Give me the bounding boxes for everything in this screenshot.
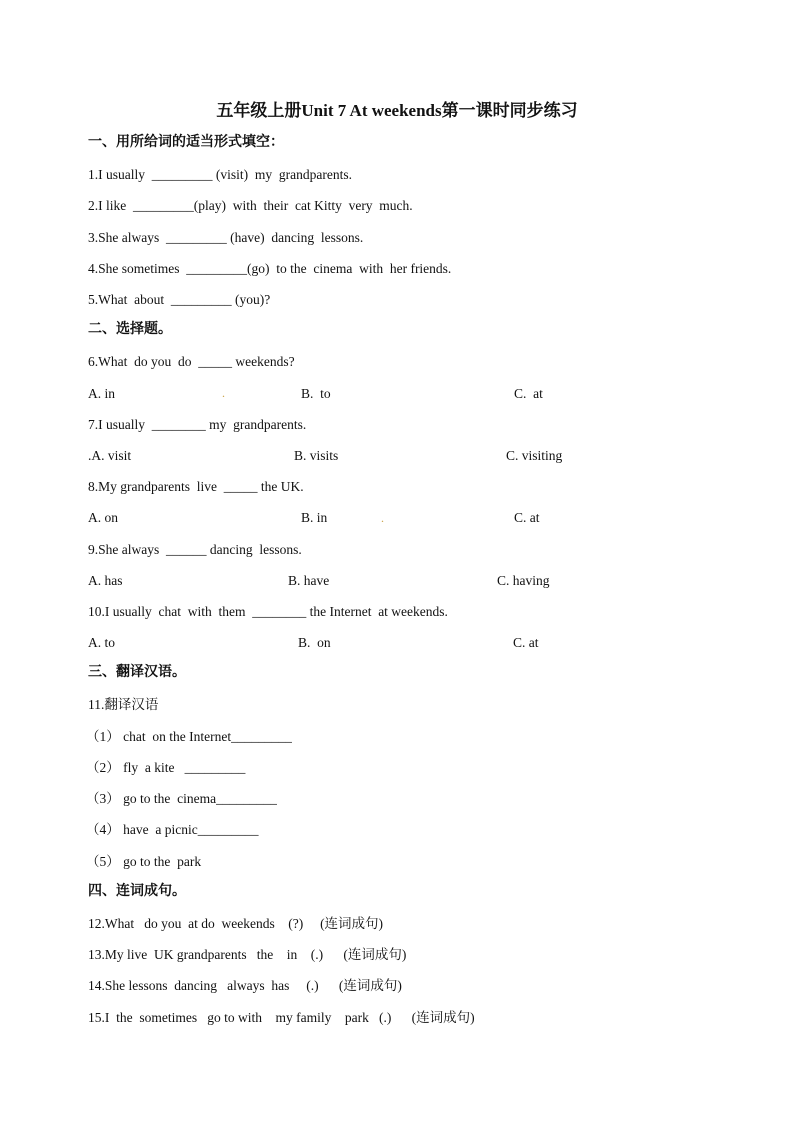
question-11: 11.翻译汉语 [88, 697, 159, 712]
section-heading-fill-in: 一、用所给词的适当形式填空： [88, 135, 284, 150]
question-1: 1.I usually _________ (visit) my grandparents. [88, 167, 352, 182]
stray-dot: . [381, 511, 384, 525]
question-4: 4.She sometimes _________(go) to the cinema with her friends. [88, 261, 452, 276]
question-2: 2.I like _________(play) with their cat Kitty very much. [88, 198, 413, 213]
question-10: 10.I usually chat with them ________ the Internet at weekends. [88, 604, 448, 619]
question-10-option-b: B. on [298, 635, 331, 650]
question-7-option-a: .A. visit [88, 448, 132, 463]
question-8-option-a: A. on [88, 510, 118, 525]
question-9: 9.She always ______ dancing lessons. [88, 542, 302, 557]
question-9-option-a: A. has [88, 573, 123, 588]
stray-dot: . [222, 386, 225, 400]
translate-item-3: （3） go to the cinema_________ [86, 791, 277, 806]
question-8-option-b: B. in [301, 510, 328, 525]
question-14: 14.She lessons dancing always has (.) (连词成句) [88, 978, 402, 993]
question-5: 5.What about _________ (you)? [88, 292, 271, 307]
question-6-option-a: A. in [88, 386, 115, 401]
question-8-option-c: C. at [514, 510, 540, 525]
question-15: 15.I the sometimes go to with my family park (.) (连词成句) [88, 1010, 475, 1025]
question-7-option-c: C. visiting [506, 448, 563, 463]
question-3: 3.She always _________ (have) dancing lessons. [88, 230, 364, 245]
translate-item-5: （5） go to the park [86, 854, 202, 869]
section-heading-multiple-choice: 二、选择题。 [88, 322, 172, 337]
translate-item-1: （1） chat on the Internet_________ [86, 729, 292, 744]
question-7: 7.I usually ________ my grandparents. [88, 417, 307, 432]
question-12: 12.What do you at do weekends (?) (连词成句) [88, 916, 384, 931]
section-heading-reorder: 四、连词成句。 [88, 884, 186, 899]
page-title: 五年级上册Unit 7 At weekends第一课时同步练习 [216, 101, 578, 120]
question-9-option-b: B. have [288, 573, 330, 588]
question-10-option-c: C. at [513, 635, 539, 650]
question-9-option-c: C. having [497, 573, 550, 588]
translate-item-4: （4） have a picnic_________ [86, 822, 259, 837]
question-7-option-b: B. visits [294, 448, 339, 463]
translate-item-2: （2） fly a kite _________ [86, 760, 246, 775]
question-13: 13.My live UK grandparents the in (.) (连词成句) [88, 947, 407, 962]
question-6-option-c: C. at [514, 386, 543, 401]
question-6-option-b: B. to [301, 386, 331, 401]
question-8: 8.My grandparents live _____ the UK. [88, 479, 304, 494]
section-heading-translate: 三、翻译汉语。 [88, 665, 186, 680]
question-6: 6.What do you do _____ weekends? [88, 354, 295, 369]
question-10-option-a: A. to [88, 635, 115, 650]
